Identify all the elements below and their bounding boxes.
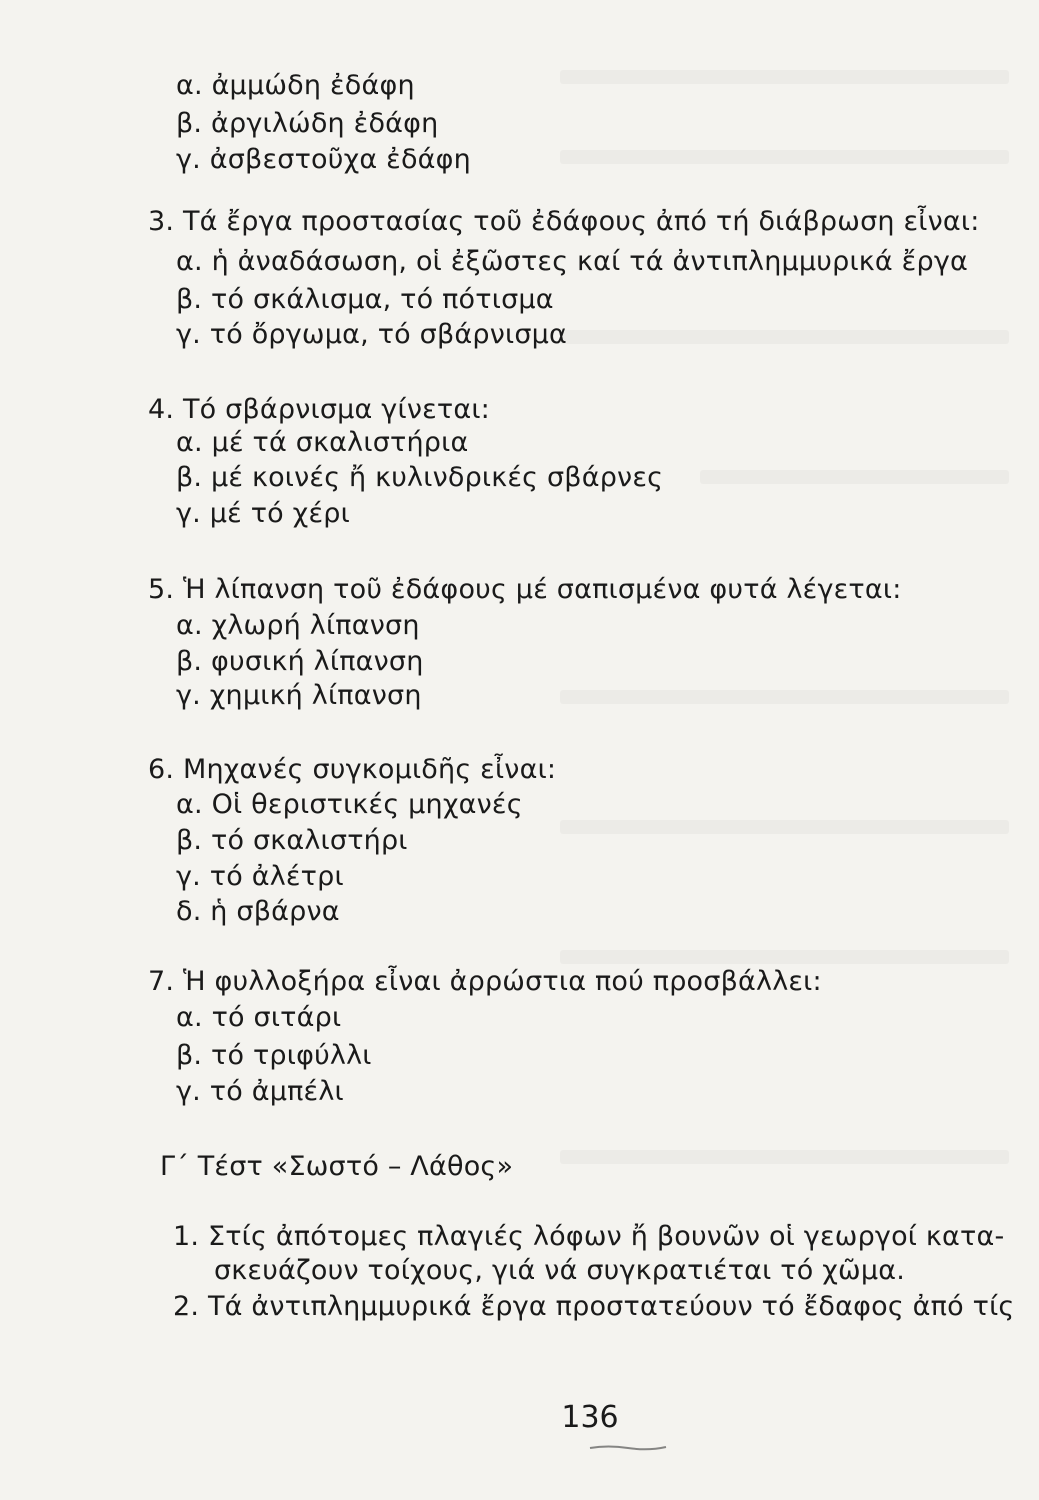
tf-item-1-line1: 1. Στίς ἀπότομες πλαγιές λόφων ἤ βουνῶν οἱ γεωργοί κατα- [173, 1221, 1005, 1252]
pen-mark [588, 1442, 668, 1452]
page-number: 136 [561, 1400, 619, 1435]
tf-item-2-line1: 2. Τά ἀντιπλημμυρικά ἔργα προστατεύουν τό ἔδαφος ἀπό τίς [173, 1291, 1015, 1322]
q2-option-c: γ. ἀσβεστοῦχα ἐδάφη [176, 144, 471, 175]
bleed-through-shadow [560, 70, 1009, 84]
bleed-through-shadow [560, 1150, 1009, 1164]
q6-option-d: δ. ἡ σβάρνα [176, 896, 340, 927]
q5-option-a: α. χλωρή λίπανση [176, 610, 420, 641]
q3-option-a: α. ἡ ἀναδάσωση, οἱ ἐξῶστες καί τά ἀντιπλημμυρικά ἔργα [176, 246, 968, 277]
q6-option-b: β. τό σκαλιστήρι [176, 825, 408, 856]
q4-question: 4. Τό σβάρνισμα γίνεται: [148, 394, 490, 425]
q7-question: 7. Ἡ φυλλοξήρα εἶναι ἀρρώστια πού προσβάλλει: [148, 966, 822, 997]
tf-item-1-line2: σκευάζουν τοίχους, γιά νά συγκρατιέται τό χῶμα. [214, 1255, 905, 1286]
q7-option-b: β. τό τριφύλλι [176, 1040, 372, 1071]
bleed-through-shadow [560, 820, 1009, 834]
q4-option-c: γ. μέ τό χέρι [176, 498, 350, 529]
q7-option-c: γ. τό ἀμπέλι [176, 1076, 344, 1107]
q3-question: 3. Τά ἔργα προστασίας τοῦ ἐδάφους ἀπό τή διάβρωση εἶναι: [148, 206, 980, 237]
bleed-through-shadow [560, 330, 1009, 344]
q3-option-c: γ. τό ὄργωμα, τό σβάρνισμα [176, 319, 568, 350]
q6-question: 6. Μηχανές συγκομιδῆς εἶναι: [148, 754, 557, 785]
q5-option-c: γ. χημική λίπανση [176, 680, 422, 711]
q6-option-c: γ. τό ἀλέτρι [176, 861, 344, 892]
bleed-through-shadow [560, 690, 1009, 704]
section-c-title: Γ΄ Τέστ «Σωστό – Λάθος» [160, 1151, 514, 1182]
q4-option-b: β. μέ κοινές ἤ κυλινδρικές σβάρνες [176, 462, 664, 493]
q7-option-a: α. τό σιτάρι [176, 1002, 342, 1033]
bleed-through-shadow [560, 150, 1009, 164]
q6-option-a: α. Οἱ θεριστικές μηχανές [176, 789, 523, 820]
q4-option-a: α. μέ τά σκαλιστήρια [176, 427, 469, 458]
q5-question: 5. Ἡ λίπανση τοῦ ἐδάφους μέ σαπισμένα φυτά λέγεται: [148, 574, 902, 605]
q3-option-b: β. τό σκάλισμα, τό πότισμα [176, 284, 554, 315]
q2-option-a: α. ἀμμώδη ἐδάφη [176, 70, 415, 101]
q5-option-b: β. φυσική λίπανση [176, 646, 424, 677]
bleed-through-shadow [560, 950, 1009, 964]
bleed-through-shadow [700, 470, 1009, 484]
q2-option-b: β. ἀργιλώδη ἐδάφη [176, 108, 439, 139]
